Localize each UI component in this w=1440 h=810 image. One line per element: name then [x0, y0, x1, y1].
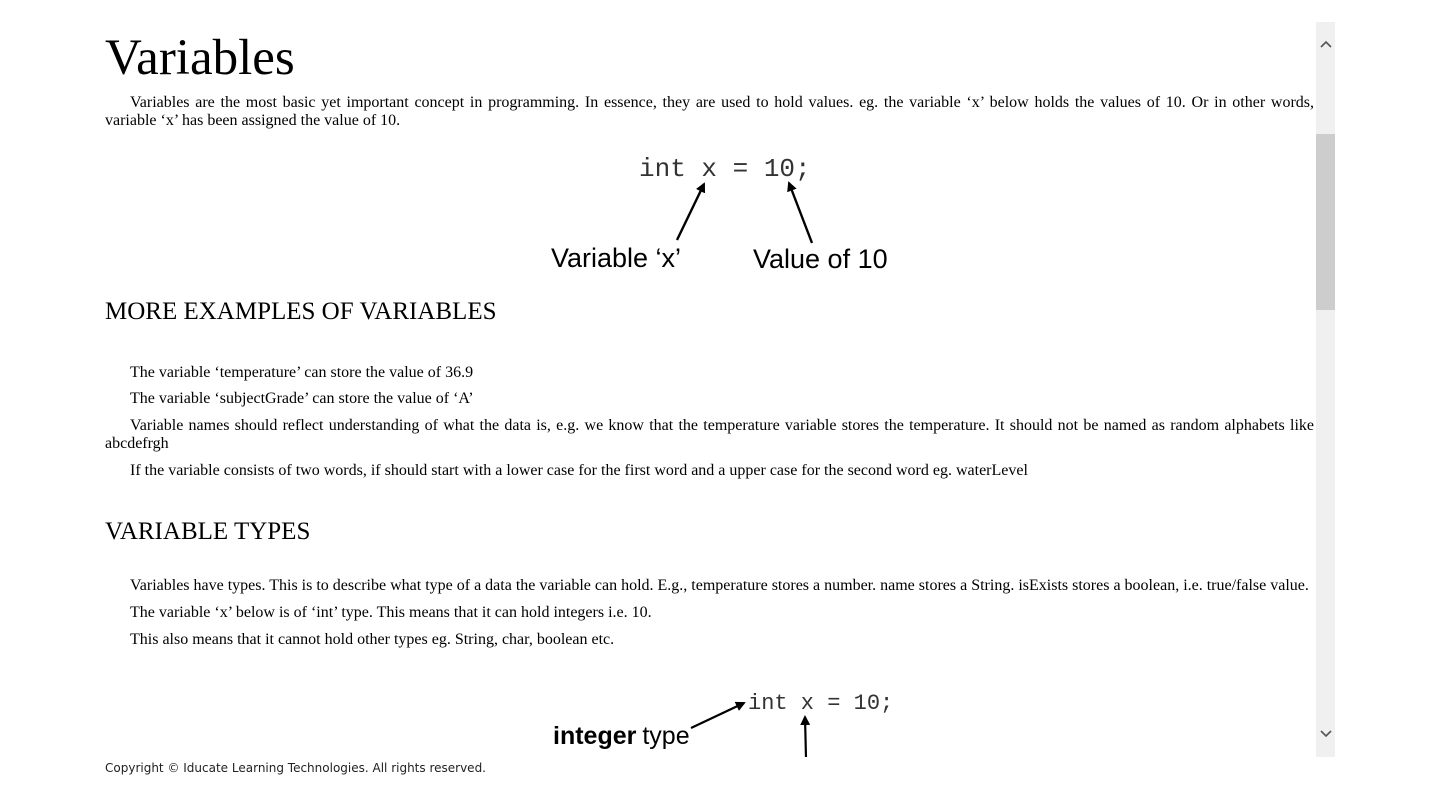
section-heading-types: VARIABLE TYPES: [105, 518, 311, 545]
example-paragraph: If the variable consists of two words, if should start with a lower case for the first word and a upper case for the second word eg. waterLevel: [130, 462, 1028, 479]
types-paragraph: The variable ‘x’ below is of ‘int’ type. This means that it can hold integers i.e. 10.: [130, 604, 652, 621]
scroll-thumb[interactable]: [1316, 134, 1335, 310]
example-paragraph: The variable ‘temperature’ can store the value of 36.9: [130, 364, 474, 381]
label-value: Value of 10: [753, 244, 888, 274]
arrow-to-value: [789, 183, 812, 243]
variable-diagram: [105, 150, 1314, 278]
types-paragraph: Variables have types. This is to describe what type of a data the variable can hold. E.g., temperature stores a number. name stores a String. isExists stores a boolean, i.e. true/false value.: [130, 577, 1309, 594]
copyright-footer: Copyright © Iducate Learning Technologies. All rights reserved.: [105, 761, 486, 775]
intro-paragraph: Variables are the most basic yet important concept in programming. In essence, they are used to hold values. eg. the variable ‘x’ below holds the values of 10. Or in other words, variable ‘x’ has been assigned the value of 10.: [105, 94, 1314, 129]
type-diagram: [105, 684, 1314, 757]
page-title: Variables: [105, 30, 295, 86]
arrow-to-int: [691, 703, 744, 728]
label-integer: integer: [553, 722, 637, 750]
document-content: [105, 22, 1314, 757]
label-type: type: [642, 722, 690, 750]
types-paragraph: This also means that it cannot hold other types eg. String, char, boolean etc.: [130, 631, 615, 648]
arrow-to-x: [677, 184, 704, 240]
scroll-down-arrow-icon[interactable]: [1316, 724, 1335, 744]
label-variable: Variable ‘x’: [551, 243, 682, 273]
diagram2-code: int x = 10;: [748, 691, 894, 716]
section-heading-examples: MORE EXAMPLES OF VARIABLES: [105, 298, 497, 325]
example-paragraph: The variable ‘subjectGrade’ can store the value of ‘A’: [130, 390, 474, 407]
diagram-code: int x = 10;: [639, 154, 811, 184]
scroll-up-arrow-icon[interactable]: [1316, 34, 1335, 54]
example-paragraph: Variable names should reflect understanding of what the data is, e.g. we know that the temperature variable stores the temperature. It should not be named as random alphabets like abcdefrgh: [105, 417, 1314, 452]
svg-text:integertype: [553, 722, 690, 750]
vertical-scrollbar[interactable]: [1316, 22, 1335, 757]
arrow-to-x-2: [805, 717, 806, 757]
